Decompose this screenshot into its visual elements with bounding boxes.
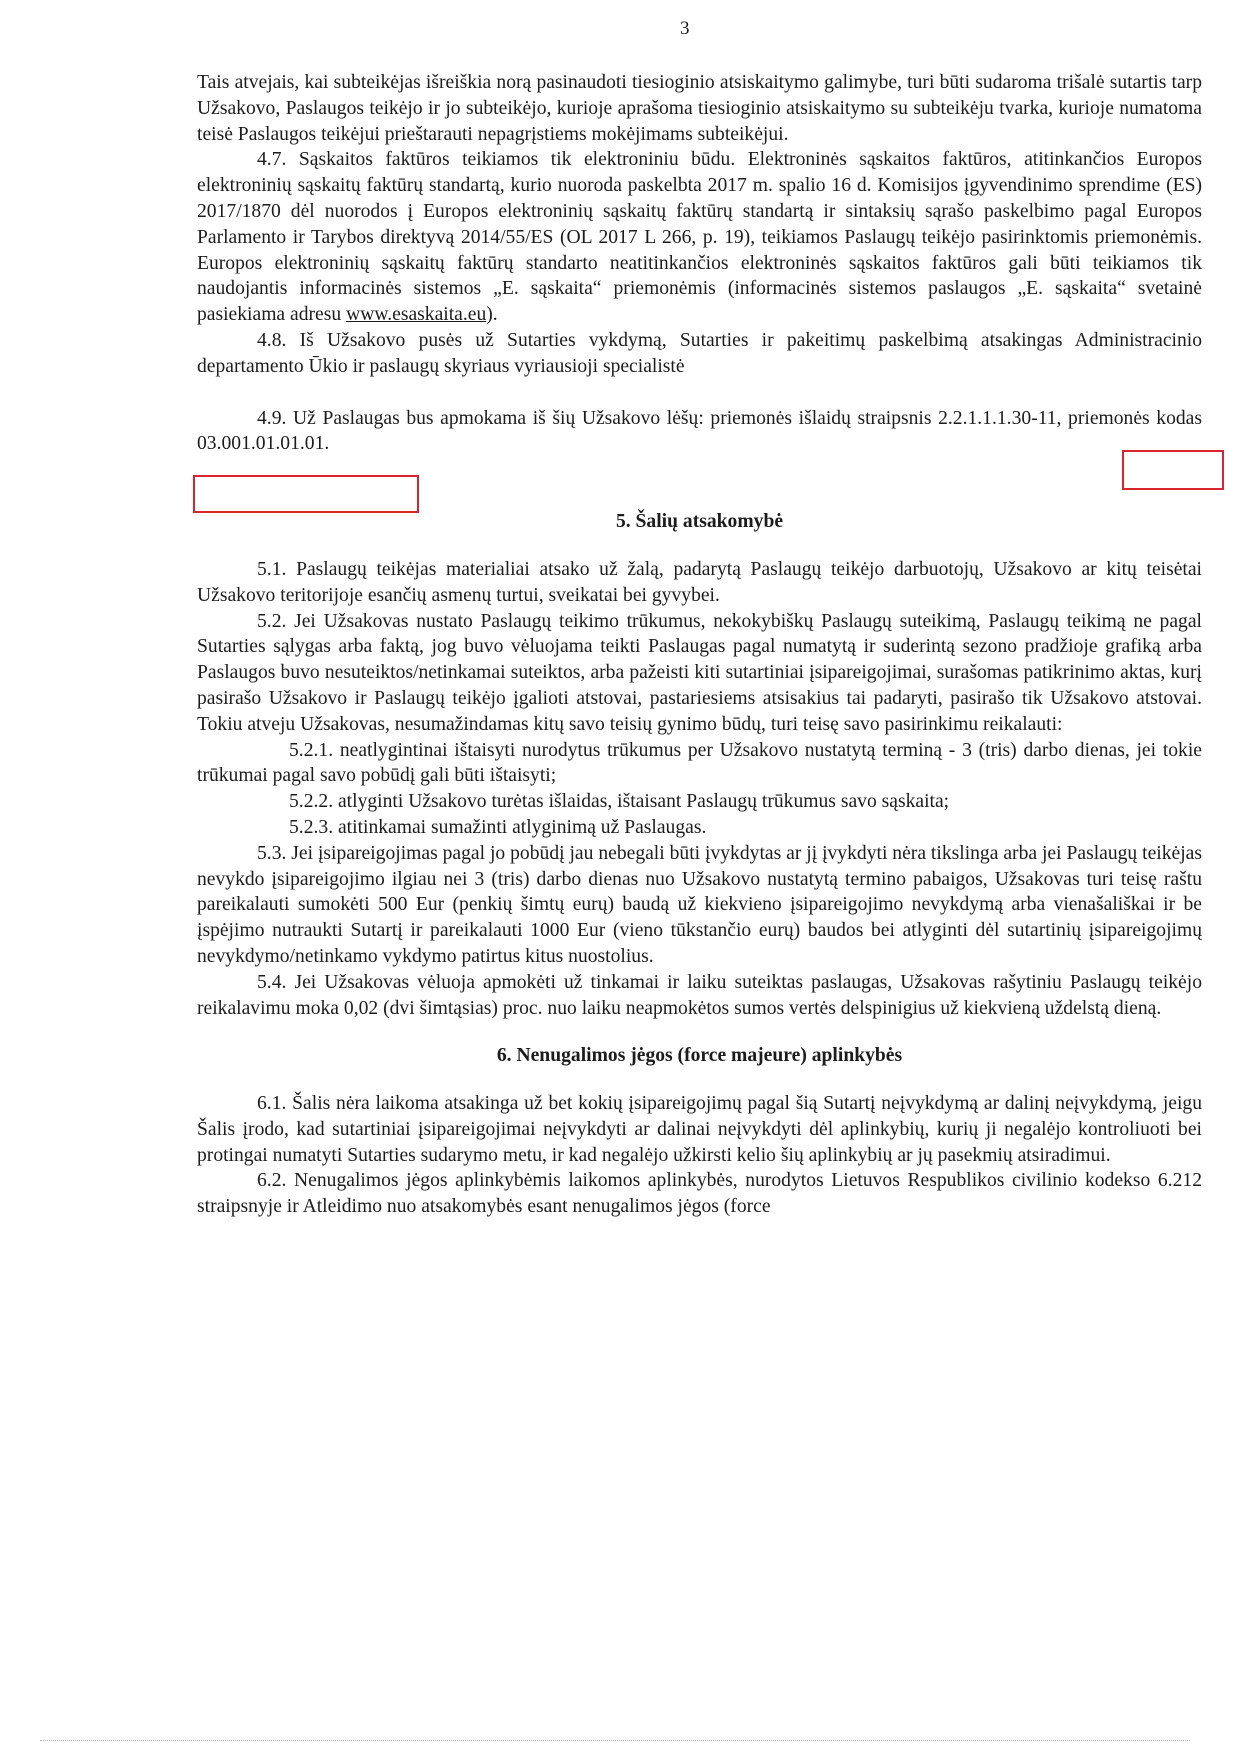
paragraph-5-1: 5.1. Paslaugų teikėjas materialiai atsako už žalą, padarytą Paslaugų teikėjo darbuotojų, Užsakovo ar kitų teisėtai Užsakovo teritorijoje esančių asmenų turtui, sveikatai bei gyvybei. xyxy=(197,558,1202,606)
document-body xyxy=(197,70,1202,1220)
paragraph-6-1: 6.1. Šalis nėra laikoma atsakinga už bet kokių įsipareigojimų pagal šią Sutartį neįvykdymą ar dalinį neįvykdymą, jeigu Šalis įrodo, kad sutartiniai įsipareigojimai neįvykdyti ar dalinai neįvykdyti dėl aplinkybių, kurių ji negalėjo kontroliuoti bei protingai numatyti Sutarties sudarymo metu, ir kad negalėjo užkirsti kelio šių aplinkybių ar jų pasekmių atsiradimui. xyxy=(197,1093,1202,1166)
redaction-box-name xyxy=(1122,450,1224,490)
paragraph-4-7-text: 4.7. Sąskaitos faktūros teikiamos tik elektroniniu būdu. Elektroninės sąskaitos faktūros, atitinkančios Europos elektroninių sąskaitų faktūrų standartą, kurio nuoroda paskelbta 2017 m. spalio 16 d. Komisijos įgyvendinimo sprendime (ES) 2017/1870 dėl nuorodos į Europos elektroninių sąskaitų faktūrų standartą ir sintaksių sąrašo paskelbimo pagal Europos Parlamento ir Tarybos direktyvą 2014/55/ES (OL 2017 L 266, p. 19), teikiamos Paslaugų teikėjo pasirinktomis priemonėmis. Europos elektroninių sąskaitų faktūrų standarto neatitinkančios elektroninės sąskaitos faktūros gali būti teikiamos tik naudojantis informacinės sistemos „E. sąskaita“ priemonėmis (informacinės sistemos paslaugos „E. sąskaita“ svetainė pasiekiama adresu xyxy=(197,149,1202,326)
paragraph-4-8: 4.8. Iš Užsakovo pusės už Sutarties vykdymą, Sutarties ir pakeitimų paskelbimą atsakingas Administracinio departamento Ūkio ir paslaugų skyriaus vyriausioji specialistė xyxy=(197,329,1202,377)
paragraph-4-9: 4.9. Už Paslaugas bus apmokama iš šių Užsakovo lėšų: priemonės išlaidų straipsnis 2.2.1.1.1.30-11, priemonės kodas 03.001.01.01.01. xyxy=(197,407,1202,455)
esaskaita-link[interactable]: www.esaskaita.eu xyxy=(346,304,487,326)
paragraph-5-2-2: 5.2.2. atlyginti Užsakovo turėtas išlaidas, ištaisant Paslaugų trūkumus savo sąskaita; xyxy=(289,791,950,813)
paragraph-5-4: 5.4. Jei Užsakovas vėluoja apmokėti už tinkamai ir laiku suteiktas paslaugas, Užsakovas rašytiniu Paslaugų teikėjo reikalavimu moka 0,02 (dvi šimtąsias) proc. nuo laiku neapmokėtos sumos vertės delspinigius už kiekvieną uždelstą dieną. xyxy=(197,971,1202,1019)
paragraph-5-3: 5.3. Jei įsipareigojimas pagal jo pobūdį jau nebegali būti įvykdytas ar jį įvykdyti nėra tikslinga arba jei Paslaugų teikėjas nevykdo įsipareigojimo ilgiau nei 3 (tris) darbo dienas nuo Užsakovo nustatytą termino pabaigos, Užsakovas turi teisę raštu pareikalauti sumokėti 500 Eur (penkių šimtų eurų) baudą už kiekvieno įsipareigojimo nevykdymą arba vienašališkai ir be įspėjimo nutraukti Sutartį ir pareikalauti 1000 Eur (vieno tūkstančio eurų) baudos bei atlyginti dėl sutartinių įsipareigojimų nevykdymo/netinkamo vykdymo patirtus kitus nuostolius. xyxy=(197,842,1202,967)
paragraph-4-6-continuation: Tais atvejais, kai subteikėjas išreiškia norą pasinaudoti tiesioginio atsiskaitymo galimybe, turi būti sudaroma trišalė sutartis tarp Užsakovo, Paslaugos teikėjo ir jo subteikėjo, kurioje aprašoma tiesioginio atsiskaitymo su subteikėju tvarka, kurioje numatoma teisė Paslaugos teikėjui prieštarauti nepagrįstiems mokėjimams subteikėjui. xyxy=(197,72,1202,145)
paragraph-4-7 xyxy=(197,147,1202,328)
paragraph-6-2: 6.2. Nenugalimos jėgos aplinkybėmis laikomos aplinkybės, nurodytos Lietuvos Respublikos civilinio kodekso 6.212 straipsnyje ir Atleidimo nuo atsakomybės esant nenugalimos jėgos (force xyxy=(197,1170,1202,1218)
paragraph-5-2: 5.2. Jei Užsakovas nustato Paslaugų teikimo trūkumus, nekokybiškų Paslaugų suteikimą, Paslaugų teikimą ne pagal Sutarties sąlygas arba faktą, jog buvo vėluojama teikti Paslaugas pagal numatytą ir suderintą sezono pradžioje grafiką arba Paslaugos buvo nesuteiktos/netinkamai suteiktos, arba pažeisti kiti sutartiniai įsipareigojimai, surašomas patikrinimo aktas, kurį pasirašo Užsakovo ir Paslaugų teikėjo įgalioti atstovai, pastariesiems atsisakius tai padaryti, pasirašo tik Užsakovo atstovai. Tokiu atveju Užsakovas, nesumažindamas kitų savo teisių gynimo būdų, turi teisę savo pasirinkimu reikalauti: xyxy=(197,610,1202,735)
page-number: 3 xyxy=(680,18,690,39)
redaction-box-name-continued xyxy=(193,475,419,513)
paragraph-5-2-1: 5.2.1. neatlygintinai ištaisyti nurodytus trūkumus per Užsakovo nustatytą terminą - 3 (tris) darbo dienas, jei tokie trūkumai pagal savo pobūdį gali būti ištaisyti; xyxy=(197,739,1202,787)
paragraph-5-2-3: 5.2.3. atitinkamai sumažinti atlyginimą už Paslaugas. xyxy=(289,816,707,838)
section-6-heading: 6. Nenugalimos jėgos (force majeure) aplinkybės xyxy=(496,1045,903,1067)
section-5-heading: 5. Šalių atsakomybė xyxy=(615,511,784,533)
footer-divider xyxy=(40,1740,1190,1741)
paragraph-4-7-end: ). xyxy=(486,304,498,326)
